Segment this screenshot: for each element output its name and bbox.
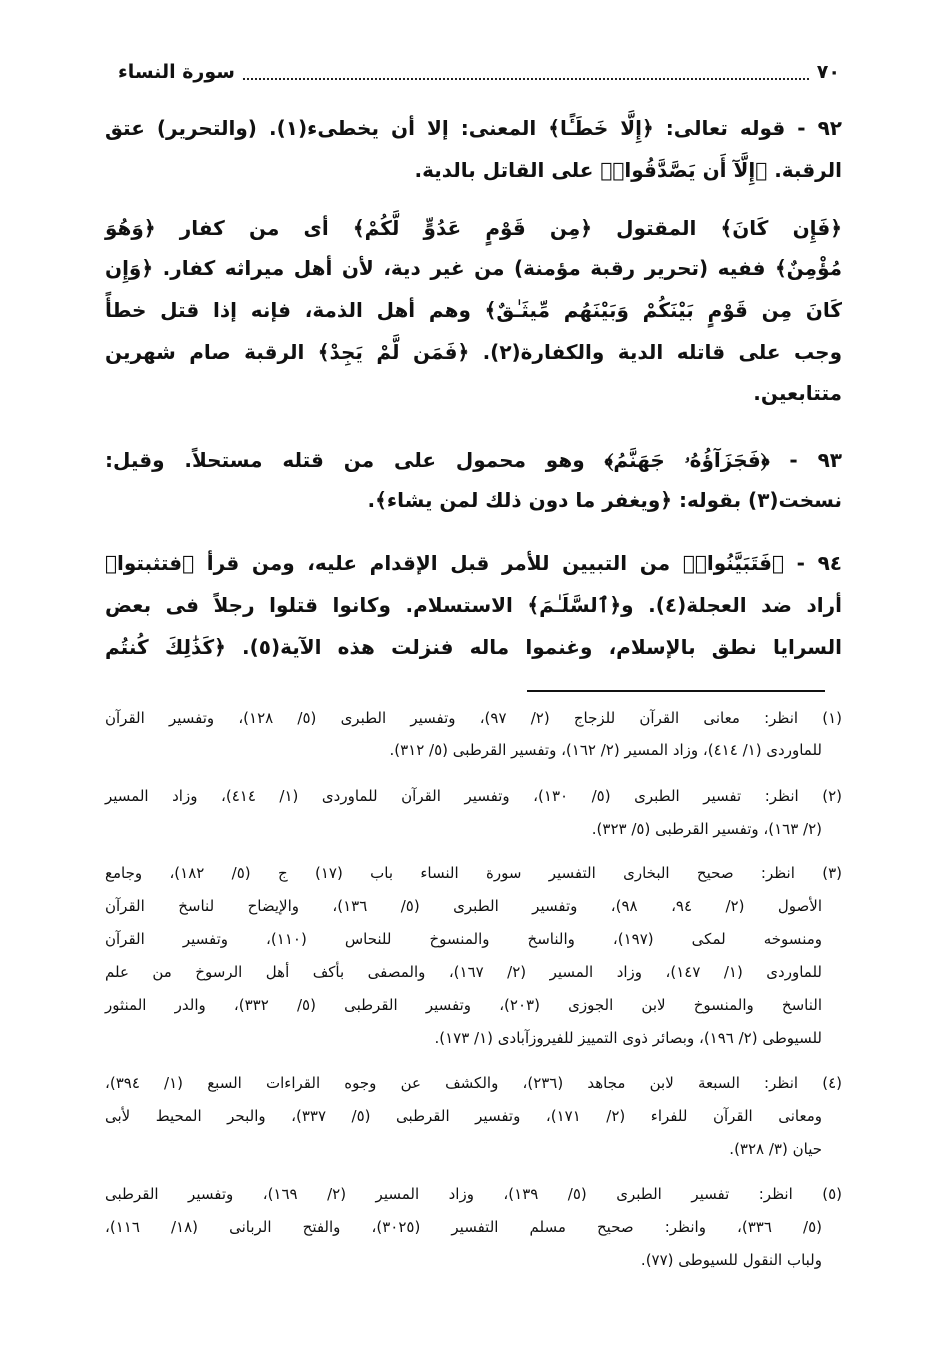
text-line: مُؤْمِنٌ﴾ ففيه (تحرير رقبة مؤمنة) من غير دية، لأن أهل ميراثه كفار. ﴿وَإِن [105,256,842,280]
text-line: متتابعين. [753,381,842,405]
footnote-line: (٢) انظر: تفسير الطبرى (٥/ ١٣٠)، وتفسير القرآن للماوردى (١/ ٤١٤)، وزاد المسير [105,787,842,805]
footnote-line: (٥) انظر: تفسير الطبرى (٥/ ١٣٩)، وزاد المسير (٢/ ١٦٩)، وتفسير القرطبى [105,1185,842,1203]
footnote-line: ومعانى القرآن للفراء (٢/ ١٧١)، وتفسير القرطبى (٥/ ٣٣٧)، والبحر المحيط لأبى [105,1107,823,1125]
footnote-line: ومنسوخه لمكى (١٩٧)، والناسخ والمنسوخ للنحاس (١١٠)، وتفسير القرآن [105,930,822,948]
footnote-line: الأصول (٢/ ٩٤، ٩٨)، وتفسير الطبرى (٥/ ١٣٦)، والإيضاح لناسخ القرآن [105,897,822,915]
footnote-line: (١) انظر: معانى القرآن للزجاج (٢/ ٩٧)، وتفسير الطبرى (٥/ ١٢٨)، وتفسير القرآن [105,709,842,727]
footnote-line: (٣) انظر: صحيح البخارى التفسير سورة النساء باب (١٧) ج (٥/ ١٨٢)، وجامع [105,864,842,882]
footnote-line: (٤) انظر: السبعة لابن مجاهد (٢٣٦)، والكشف عن وجوه القراءات السبع (١/ ٣٩٤)، [105,1074,842,1092]
footnote-separator [527,690,825,692]
text-line: الرقبة. ﴿إِلَّآ أَن يَصَّدَّقُوا۟﴾ على القاتل بالدية. [414,158,842,182]
footnote-line: للماوردى (١/ ١٤٧)، وزاد المسير (٢/ ١٦٧)، والمصفى بأكف أهل الرسوخ من علم [105,963,822,981]
footnote-line: ولباب النقول للسيوطى (٧٧). [640,1251,822,1269]
text-line: السرايا نطق بالإسلام، وغنموا ماله فنزلت هذه الآية(٥). ﴿كَذَٰلِكَ كُنتُم [105,635,842,659]
text-line: ٩٤ - ﴿فَتَبَيَّنُوا۟﴾ من التبيين للأمر قبل الإقدام عليه، ومن قرأ ﴿فتثبتوا﴾ [105,551,842,575]
text-line: أراد ضد العجلة(٤). و﴿ٱلسَّلَـٰمَ﴾ الاستسلام. وكانوا قتلوا رجلاً فى بعض [105,593,843,617]
header-leader-dots [243,64,809,80]
text-line: كَانَ مِن قَوْمٍ بَيْنَكُمْ وَبَيْنَهُم مِّيثَـٰقٌ﴾ وهم أهل الذمة، فإنه إذا قتل خطأً [105,298,842,322]
text-line: ٩٣ - ﴿فَجَزَآؤُهُۥ جَهَنَّمُ﴾ وهو محمول على من قتله مستحلاً. وقيل: [105,448,842,472]
text-line: ﴿فَإِن كَانَ﴾ المقتول ﴿مِن قَوْمٍ عَدُوٍّ لَّكُمْ﴾ أى من كفار ﴿وَهُوَ [105,216,842,240]
text-line: وجب على قاتله الدية والكفارة(٢). ﴿فَمَن لَّمْ يَجِدْ﴾ الرقبة صام شهرين [105,340,842,364]
footnote-line: (٥/ ٣٣٦)، وانظر: صحيح مسلم التفسير (٣٠٢٥)، والفتح الربانى (١٨/ ١١٦)، [105,1218,822,1236]
footnote-line: (٢/ ١٦٣)، وتفسير القرطبى (٥/ ٣٢٣). [591,820,822,838]
footnote-line: حيان (٣/ ٣٢٨). [729,1140,822,1158]
text-line: ٩٢ - قوله تعالى: ﴿إِلَّا خَطَـًٔا﴾ المعنى: إلا أن يخطىء(١). (والتحرير) عتق [105,116,842,140]
surah-title: سورة النساء [118,61,235,83]
footnote-line: للماوردى (١/ ٤١٤)، وزاد المسير (٢/ ١٦٢)، وتفسير القرطبى (٥/ ٣١٢). [389,741,822,759]
page-number: ٧٠ [816,61,840,83]
footnote-line: للسيوطى (٢/ ١٩٦)، وبصائر ذوى التمييز للفيروزآبادى (١/ ١٧٣). [434,1029,822,1047]
running-header [118,58,840,86]
footnote-line: الناسخ والمنسوخ لابن الجوزى (٢٠٣)، وتفسير القرطبى (٥/ ٣٣٢)، والدر المنثور [105,996,822,1014]
text-line: نسخت(٣) بقوله: ﴿ويغفر ما دون ذلك لمن يشاء﴾. [367,488,842,512]
